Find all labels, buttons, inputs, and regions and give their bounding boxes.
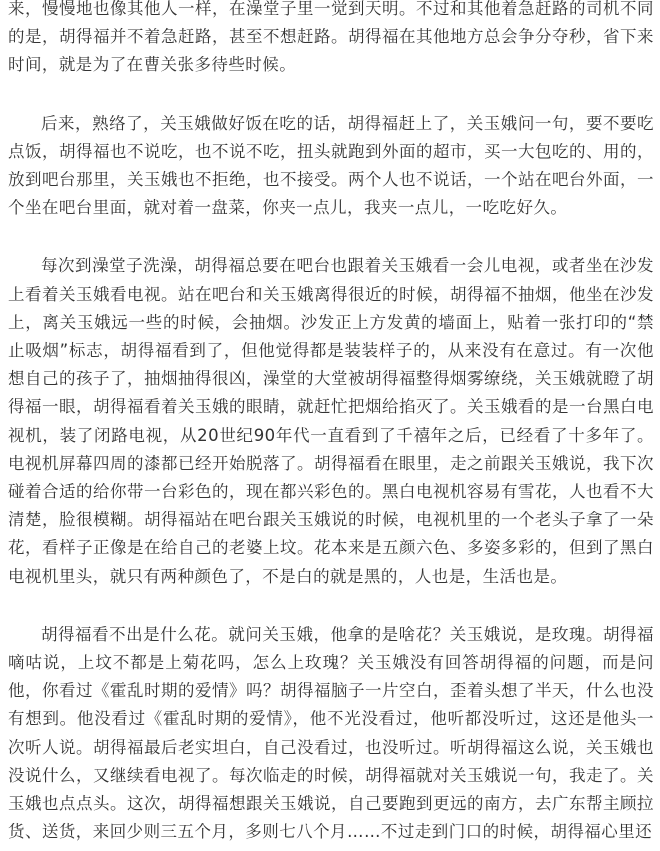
paragraph-2: 后来，熟络了，关玉娥做好饭在吃的话，胡得福赶上了，关玉娥问一句，要不要吃点饭，胡得福也不说吃，也不说不吃，扭头就跑到外面的超市，买一大包吃的、用的，放到吧台那里，关玉娥也不拒绝，也不接受。两个人也不说话，一个站在吧台外面，一个坐在吧台里面，就对着一盘菜，你夹一点儿，我夹一点儿，一吃吃好久。: [8, 113, 654, 218]
paragraph-3: 每次到澡堂子洗澡，胡得福总要在吧台也跟着关玉娥看一会儿电视，或者坐在沙发上看着关玉娥看电视。站在吧台和关玉娥离得很近的时候，胡得福不抽烟，他坐在沙发上，离关玉娥远一些的时候，会抽烟。沙发正上方发黄的墙面上，贴着一张打印的“禁止吸烟”标志，胡得福看到了，但他觉得都是装装样子的，从来没有在意过。有一次他想自己的孩子了，抽烟抽得很凶，澡堂的大堂被胡得福整得烟雾缭绕，关玉娥就瞪了胡得福一眼，胡得福看着关玉娥的眼睛，就赶忙把烟给掐灭了。关玉娥看的是一台黑白电视机，装了闭路电视，从20世纪90年代一直看到了千禧年之后，已经看了十多年了。电视机屏幕四周的漆都已经开始脱落了。胡得福看在眼里，走之前跟关玉娥说，我下次碰着合适的给你带一台彩色的，现在都兴彩色的。黑白电视机容易有雪花，人也看不大清楚，脸很模糊。胡得福站在吧台跟关玉娥说的时候，电视机里的一个老头子拿了一朵花，看样子正像是在给自己的老婆上坟。花本来是五颜六色、多姿多彩的，但到了黑白电视机里头，就只有两种颜色了，不是白的就是黑的，人也是，生活也是。: [8, 256, 654, 586]
paragraph-4: 胡得福看不出是什么花。就问关玉娥，他拿的是啥花？关玉娥说，是玫瑰。胡得福嘀咕说，上坟不都是上菊花吗，怎么上玫瑰？关玉娥没有回答胡得福的问题，而是问他，你看过《霍乱时期的爱情》吗？胡得福脑子一片空白，歪着头想了半天，什么也没有想到。他没看过《霍乱时期的爱情》，他不光没看过，他听都没听过，这还是他头一次听人说。胡得福最后老实坦白，自己没看过，也没听过。听胡得福这么说，关玉娥也没说什么，又继续看电视了。每次临走的时候，胡得福就对关玉娥说一句，我走了。关玉娥也点点头。这次，胡得福想跟关玉娥说，自己要跑到更远的南方，去广东帮主顾拉货、送货，来回少则三五个月，多则七八个月……不过走到门口的时候，胡得福心里还: [8, 624, 654, 842]
paragraph-1: 来，慢慢地也像其他人一样，在澡堂子里一觉到天明。不过和其他着急赶路的司机不同的是，胡得福并不着急赶路，甚至不想赶路。胡得福在其他地方总会争分夺秒，省下来时间，就是为了在曹关张多待些时候。: [8, 0, 654, 75]
